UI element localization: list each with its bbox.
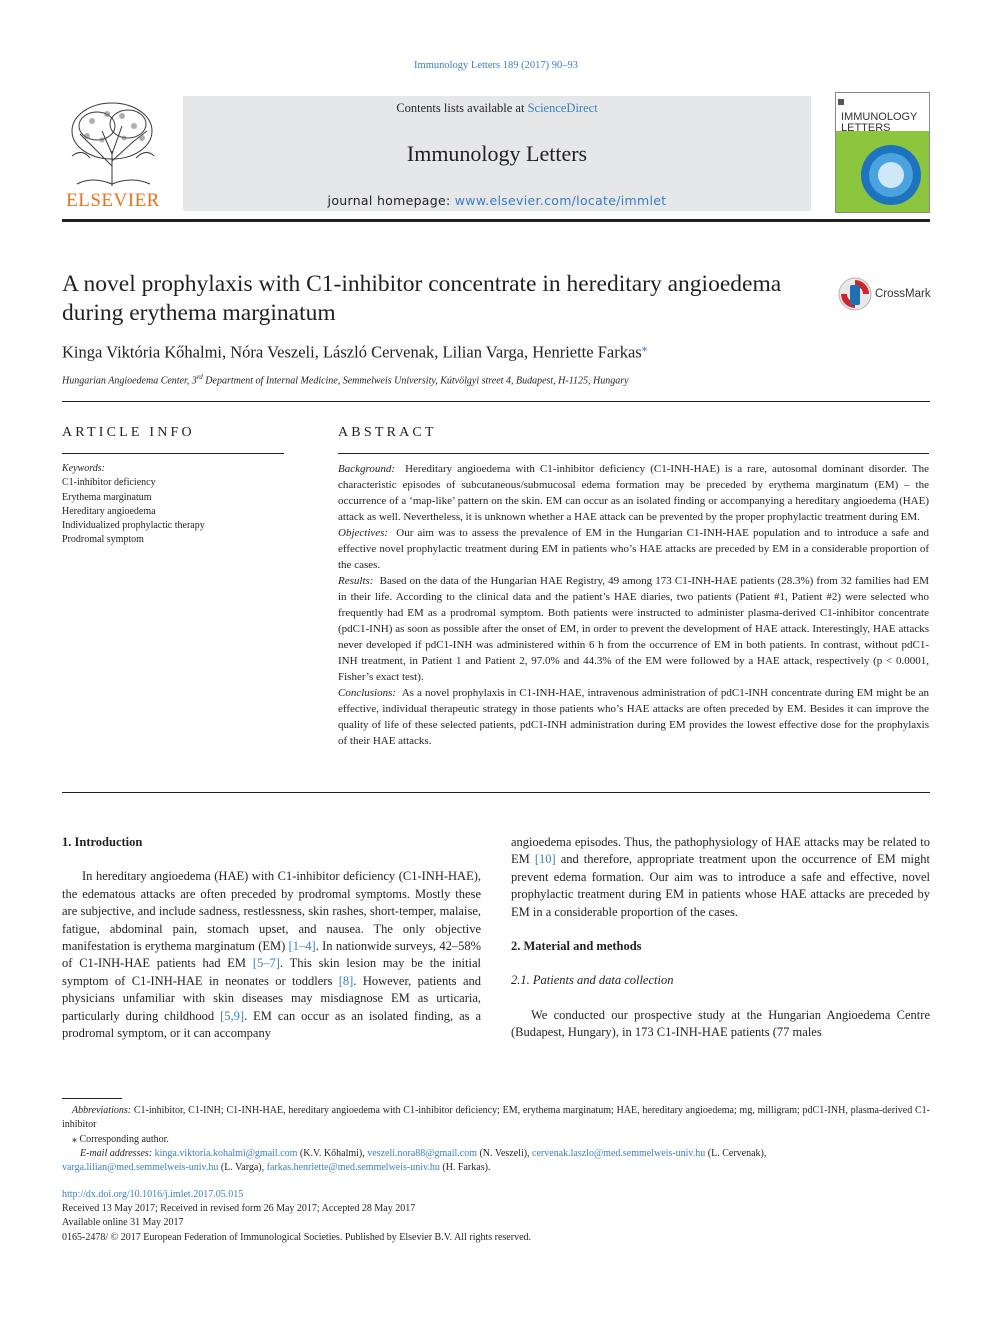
cover-title	[841, 112, 931, 134]
methods-subheading: 2.1. Patients and data collection	[511, 973, 674, 988]
intro-text-2: . In nationwide surveys, 42–58% of C1-INH-HAE patients had EM	[62, 939, 481, 971]
email-link[interactable]: veszeli.nora88@gmail.com	[367, 1147, 477, 1159]
email-note	[62, 1147, 930, 1176]
abstract-rule	[338, 453, 929, 454]
corresponding-note: ⁎ Corresponding author.	[72, 1133, 169, 1145]
keyword-item: Hereditary angioedema	[62, 505, 156, 517]
cover-title-line1: IMMUNOLOGY	[841, 111, 918, 123]
cover-title-line2: LETTERS	[841, 122, 891, 134]
abstract-objectives	[338, 525, 929, 573]
doi-link[interactable]: http://dx.doi.org/10.1016/j.imlet.2017.05.015	[62, 1189, 244, 1200]
authors-names: Kinga Viktória Kőhalmi, Nóra Veszeli, László Cervenak, Lilian Varga, Henriette Farkas	[62, 342, 642, 362]
journal-citation[interactable]: Immunology Letters 189 (2017) 90–93	[414, 60, 578, 71]
objectives-text: Our aim was to assess the prevalence of EM in the Hungarian C1-INH-HAE population and to introduce a safe and effective novel prophylactic treatment during EM in patients who’s HAE attacks are preceded by EM in a considerable proportion of the cases.	[338, 527, 929, 571]
article-info-rule	[62, 453, 284, 454]
journal-homepage	[183, 193, 811, 208]
author-list	[62, 341, 930, 363]
affiliation-divider	[62, 401, 930, 402]
intro-cont-text-1: angioedema episodes. Thus, the pathophysiology of HAE attacks may be related to EM	[511, 835, 930, 867]
email-owner: (K.V. Kőhalmi),	[297, 1147, 368, 1159]
homepage-link[interactable]: www.elsevier.com/locate/immlet	[454, 193, 667, 208]
intro-text-3: . This skin lesion may be the initial symptom of C1-INH-HAE in neonates or toddlers	[62, 956, 481, 988]
title-line2: during erythema marginatum	[62, 300, 336, 326]
intro-paragraph	[62, 868, 481, 1042]
background-label: Background:	[338, 463, 396, 475]
conclusions-label: Conclusions:	[338, 687, 397, 699]
email-owner: (L. Cervenak),	[705, 1147, 767, 1159]
email-link[interactable]: cervenak.laszlo@med.semmelweis-univ.hu	[532, 1147, 706, 1159]
affiliation-sup: rd	[196, 373, 203, 381]
intro-cont-text-2: and therefore, appropriate treatment upon the occurrence of EM might prevent edema formation. Our aim was to introduce a safe and effective, novel prophylactic treatment during EM in patients whose HAE attacks are preceded by EM in a considerable proportion of the cases.	[511, 852, 931, 919]
intro-continued	[511, 834, 930, 921]
abstract-divider	[62, 792, 930, 793]
email-link[interactable]: kinga.viktoria.kohalmi@gmail.com	[154, 1147, 298, 1159]
contents-prefix: Contents lists available at	[396, 101, 528, 115]
received-dates: Received 13 May 2017; Received in revised form 26 May 2017; Accepted 28 May 2017	[62, 1203, 416, 1215]
results-text: Based on the data of the Hungarian HAE Registry, 49 among 173 C1-INH-HAE patients (28.3%) from 32 families had EM in their life. According to the clinical data and the patient’s HAE diaries, two patients (Patient #1, Patient #2) were selected who frequently had EM as a prodromal symptom. Both patients were instructed to administer plasma-derived C1-inhibitor concentrate (pdC1-INH) as soon as possible after the onset of EM, in order to prevent the development of HAE attack. Interestingly, HAE attacks never developed if pdC1-INH was administered within 6 h from the occurrence of EM in both patients. In contrast, without pdC1-INH treatment, in Patient 1 and Patient 2, 97.0% and 44.3% of the EM were followed by a HAE attack, respectively (p < 0.0001, Fisher’s exact test).	[338, 575, 930, 683]
journal-name: Immunology Letters	[406, 141, 588, 166]
conclusions-text: As a novel prophylaxis in C1-INH-HAE, intravenous administration of pdC1-INH concentrate during EM might be an effective, individual therapeutic strategy in those patients who’s HAE attacks are often preceded by EM. Besides it can improve the quality of life of these selected patients, pdC1-INH administration during EM provides the lowest effective dose for the prophylaxis of their HAE attacks.	[338, 687, 929, 747]
abstract-body	[338, 461, 929, 749]
abbreviations-note	[62, 1104, 930, 1133]
abstract-heading: ABSTRACT	[338, 425, 437, 440]
right-column	[511, 834, 930, 1042]
email-owner: (L. Varga),	[218, 1162, 267, 1174]
elsevier-wordmark: ELSEVIER	[66, 190, 160, 211]
intro-text-1: In hereditary angioedema (HAE) with C1-inhibitor deficiency (C1-INH-HAE), the edematous attacks are often preceded by prodromal symptoms. Mostly these are subjective, and include sadness, restlessness, skin rashes, short-temper, malaise, fatigue, abdominal pain, stomach upset, and nausea. The only objective manifestation is erythema marginatum (EM)	[62, 869, 481, 954]
email-link[interactable]: farkas.henriette@med.semmelweis-univ.hu	[266, 1162, 440, 1174]
intro-text-4: . However, patients and physicians unfamiliar with skin diseases may misdiagnose EM as urticaria, particularly during childhood	[62, 973, 481, 1023]
keyword-item: Individualized prophylactic therapy	[62, 520, 205, 532]
crossmark-label[interactable]: CrossMark	[875, 288, 931, 300]
keywords-block	[62, 462, 284, 548]
abstract-conclusions	[338, 685, 929, 749]
affiliation-post: Department of Internal Medicine, Semmelweis University, Kútvölgyi street 4, Budapest, H-1125, Hungary	[202, 375, 629, 387]
citation-ref[interactable]: [5–7]	[252, 956, 280, 971]
copyright-line: 0165-2478/ © 2017 European Federation of Immunological Societies. Published by Elsevier B.V. All rights reserved.	[62, 1231, 532, 1243]
title-line1: A novel prophylaxis with C1-inhibitor concentrate in hereditary angioedema	[62, 271, 782, 297]
intro-heading: 1. Introduction	[62, 835, 143, 849]
background-text: Hereditary angioedema with C1-inhibitor deficiency (C1-INH-HAE) is a rare, autosomal dominant disorder. The characteristic episodes of subcutaneous/submucosal edema formation may be preceded by erythema marginatum (EM) – the occurrence of a ‘map-like’ pattern on the skin. EM can occur as an isolated finding or accompanying a hereditary angioedema (HAE) attack as well. Nevertheless, it is unknown whether a HAE attack can be prevented by the proper prophylactic treatment during EM.	[338, 463, 930, 523]
methods-heading: 2. Material and methods	[511, 939, 642, 954]
email-label: E-mail addresses:	[80, 1147, 153, 1159]
email-link[interactable]: varga.lilian@med.semmelweis-univ.hu	[62, 1162, 219, 1174]
sciencedirect-link[interactable]: ScienceDirect	[527, 101, 598, 115]
abbreviations-label: Abbreviations:	[72, 1105, 132, 1116]
available-date: Available online 31 May 2017	[62, 1217, 184, 1229]
keyword-item: C1-inhibitor deficiency	[62, 477, 156, 489]
left-column	[62, 834, 481, 1042]
keyword-item: Prodromal symptom	[62, 534, 144, 546]
methods-paragraph: We conducted our prospective study at the Hungarian Angioedema Centre (Budapest, Hungary), in 173 C1-INH-HAE patients (77 males	[511, 1007, 930, 1040]
citation-ref[interactable]: [5,9]	[220, 1008, 245, 1023]
email-owner: (H. Farkas).	[439, 1162, 491, 1174]
homepage-prefix: journal homepage:	[327, 193, 455, 208]
affiliation-pre: Hungarian Angioedema Center, 3	[62, 375, 197, 387]
affiliation	[62, 373, 930, 386]
article-metadata	[62, 1188, 762, 1245]
objectives-label: Objectives:	[338, 527, 389, 539]
footnotes	[62, 1104, 930, 1175]
corresponding-author-mark[interactable]: ⁎	[641, 342, 648, 354]
article-title	[62, 270, 832, 328]
email-owner: (N. Veszeli),	[476, 1147, 533, 1159]
article-info-heading: ARTICLE INFO	[62, 425, 195, 440]
abstract-results	[338, 573, 929, 685]
header-divider	[62, 219, 930, 222]
keywords-label: Keywords:	[62, 463, 105, 474]
citation-ref[interactable]: [8]	[338, 973, 354, 988]
citation-ref[interactable]: [10]	[534, 852, 556, 867]
abbreviations-text: C1-inhibitor, C1-INH; C1-INH-HAE, hereditary angioedema with C1-inhibitor deficiency; EM, erythema marginatum; HAE, hereditary angioedema; mg, milligram; pdC1-INH, plasma-derived C1-inhibitor	[62, 1105, 931, 1131]
keyword-item: Erythema marginatum	[62, 491, 152, 503]
footnote-rule	[62, 1098, 122, 1099]
citation-ref[interactable]: [1–4]	[288, 939, 316, 954]
intro-text-5: . EM can occur as an isolated finding, as a prodromal symptom, or it can accompany	[62, 1008, 481, 1041]
abstract-background	[338, 461, 929, 525]
contents-line	[183, 101, 811, 116]
results-label: Results:	[338, 575, 374, 587]
crossmark-icon[interactable]	[837, 276, 873, 312]
